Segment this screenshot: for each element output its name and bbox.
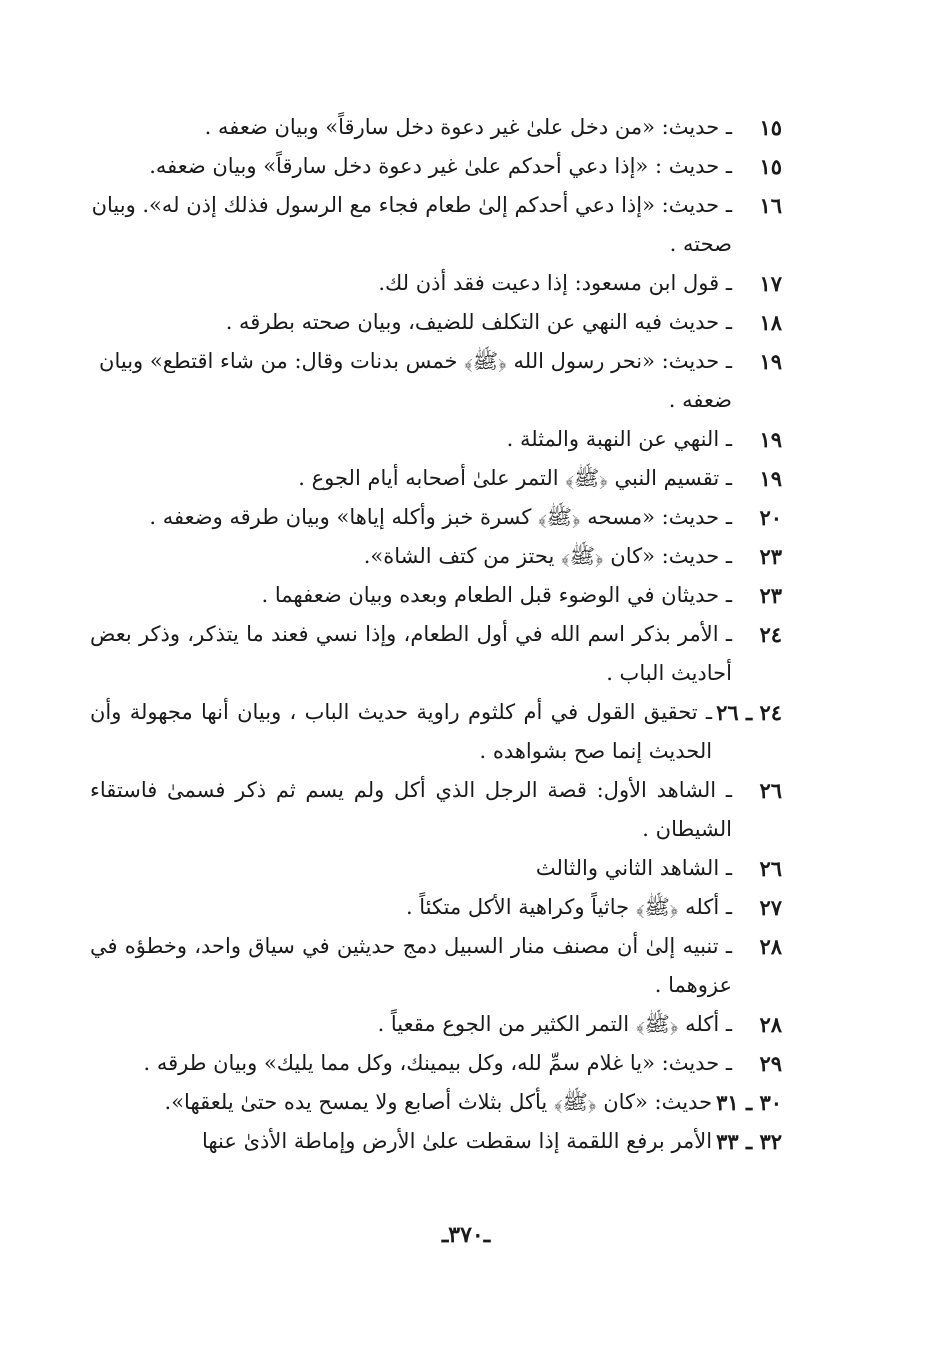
index-entry bbox=[90, 615, 782, 693]
entry-text: ـ قول ابن مسعود: إذا دعيت فقد أذن لك. bbox=[378, 271, 732, 295]
index-entry bbox=[90, 108, 782, 147]
entry-text: ـ أكله ﴿ﷺ﴾ التمر الكثير من الجوع مقعياً . bbox=[377, 1012, 732, 1036]
entry-text: ـ حديث: «كان ﴿ﷺ﴾ يحتز من كتف الشاة». bbox=[363, 544, 732, 568]
entry-text: ـ حديث : «إذا دعي أحدكم علىٰ غير دعوة دخل سارقاً» وبيان ضعفه. bbox=[149, 154, 732, 178]
entry-text: ـ تنبيه إلىٰ أن مصنف منار السبيل دمج حديثين في سياق واحد، وخطؤه في عزوهما . bbox=[90, 934, 732, 997]
entry-page-number: ٢٨ bbox=[759, 934, 782, 959]
entry-text: الأمر برفع اللقمة إذا سقطت علىٰ الأرض وإماطة الأذىٰ عنها bbox=[201, 1129, 713, 1153]
entry-page-number: ٢٩ bbox=[759, 1051, 782, 1076]
index-entry bbox=[90, 693, 782, 771]
index-entry bbox=[90, 342, 782, 420]
entry-text: ـ الشاهد الثاني والثالث bbox=[535, 856, 732, 880]
entry-page-number: ١٩ bbox=[759, 466, 782, 491]
entry-page-number: ١٥ bbox=[759, 154, 782, 179]
index-entry bbox=[90, 264, 782, 303]
entry-page-number: ٢٦ bbox=[759, 856, 782, 881]
index-entry bbox=[90, 1122, 782, 1161]
index-entry bbox=[90, 888, 782, 927]
entry-page-number: ٢٦ bbox=[759, 778, 782, 803]
entry-page-number: ٢٣ bbox=[759, 583, 782, 608]
entry-text: ـ حديث: «يا غلام سمِّ لله، وكل بيمينك، وكل مما يليك» وبيان طرقه . bbox=[143, 1051, 732, 1075]
index-entry bbox=[90, 771, 782, 849]
index-entry bbox=[90, 303, 782, 342]
index-entry bbox=[90, 537, 782, 576]
entry-page-number: ٢٤ bbox=[759, 622, 782, 647]
entry-text: ـ حديثان في الوضوء قبل الطعام وبعده وبيان ضعفهما . bbox=[261, 583, 732, 607]
index-entry bbox=[90, 498, 782, 537]
index-entry bbox=[90, 1083, 782, 1122]
entry-page-number: ٢٧ bbox=[759, 895, 782, 920]
entry-page-number: ١٦ bbox=[759, 193, 782, 218]
entry-text: ـ الأمر بذكر اسم الله في أول الطعام، وإذا نسي فعند ما يتذكر، وذكر بعض أحاديث الباب . bbox=[90, 622, 732, 685]
entry-text: ـ النهي عن النهبة والمثلة . bbox=[506, 427, 732, 451]
entry-text: ـ تقسيم النبي ﴿ﷺ﴾ التمر علىٰ أصحابه أيام الجوع . bbox=[298, 466, 732, 490]
entry-text: ـ الشاهد الأول: قصة الرجل الذي أكل ولم يسم ثم ذكر فسمىٰ فاستقاء الشيطان . bbox=[90, 778, 732, 841]
entry-text: ـ حديث: «إذا دعي أحدكم إلىٰ طعام فجاء مع الرسول فذلك إذن له». وبيان صحته . bbox=[91, 193, 732, 256]
index-entry bbox=[90, 849, 782, 888]
index-entry bbox=[90, 147, 782, 186]
index-entry bbox=[90, 1044, 782, 1083]
entry-page-number: ٣٢ ـ ٣٣ bbox=[716, 1129, 782, 1154]
index-entry bbox=[90, 459, 782, 498]
index-entry bbox=[90, 927, 782, 1005]
entry-text: ـ تحقيق القول في أم كلثوم راوية حديث الباب ، وبيان أنها مجهولة وأن الحديث إنما صح بشواهده . bbox=[90, 700, 713, 763]
index-entry bbox=[90, 420, 782, 459]
entry-page-number: ٢٣ bbox=[759, 544, 782, 569]
entry-page-number: ٢٤ ـ ٢٦ bbox=[716, 700, 782, 725]
index-entry bbox=[90, 186, 782, 264]
entry-page-number: ٢٨ bbox=[759, 1012, 782, 1037]
entry-page-number: ١٥ bbox=[759, 115, 782, 140]
entry-text: ـ حديث: «نحر رسول الله ﴿ﷺ﴾ خمس بدنات وقال: من شاء اقتطع» وبيان ضعفه . bbox=[99, 349, 732, 412]
entry-text: ـ حديث: «من دخل علىٰ غير دعوة دخل سارقاً» وبيان ضعفه . bbox=[204, 115, 732, 139]
entry-text: ـ حديث: «مسحه ﴿ﷺ﴾ كسرة خبز وأكله إياها» وبيان طرقه وضعفه . bbox=[149, 505, 732, 529]
entry-page-number: ٢٠ bbox=[759, 505, 782, 530]
index-entries bbox=[90, 108, 782, 1161]
entry-text: ـ حديث فيه النهي عن التكلف للضيف، وبيان صحته بطرقه . bbox=[225, 310, 732, 334]
entry-page-number: ١٧ bbox=[759, 271, 782, 296]
entry-page-number: ١٩ bbox=[759, 427, 782, 452]
entry-page-number: ١٩ bbox=[759, 349, 782, 374]
entry-text: حديث: «كان ﴿ﷺ﴾ يأكل بثلاث أصابع ولا يمسح يده حتىٰ يلعقها». bbox=[164, 1090, 713, 1114]
index-entry bbox=[90, 576, 782, 615]
entry-page-number: ٣٠ ـ ٣١ bbox=[716, 1090, 782, 1115]
entry-text: ـ أكله ﴿ﷺ﴾ جاثياً وكراهية الأكل متكئاً . bbox=[405, 895, 732, 919]
page-number: ـ٣٧٠ـ bbox=[441, 1222, 491, 1248]
entry-page-number: ١٨ bbox=[759, 310, 782, 335]
index-entry bbox=[90, 1005, 782, 1044]
